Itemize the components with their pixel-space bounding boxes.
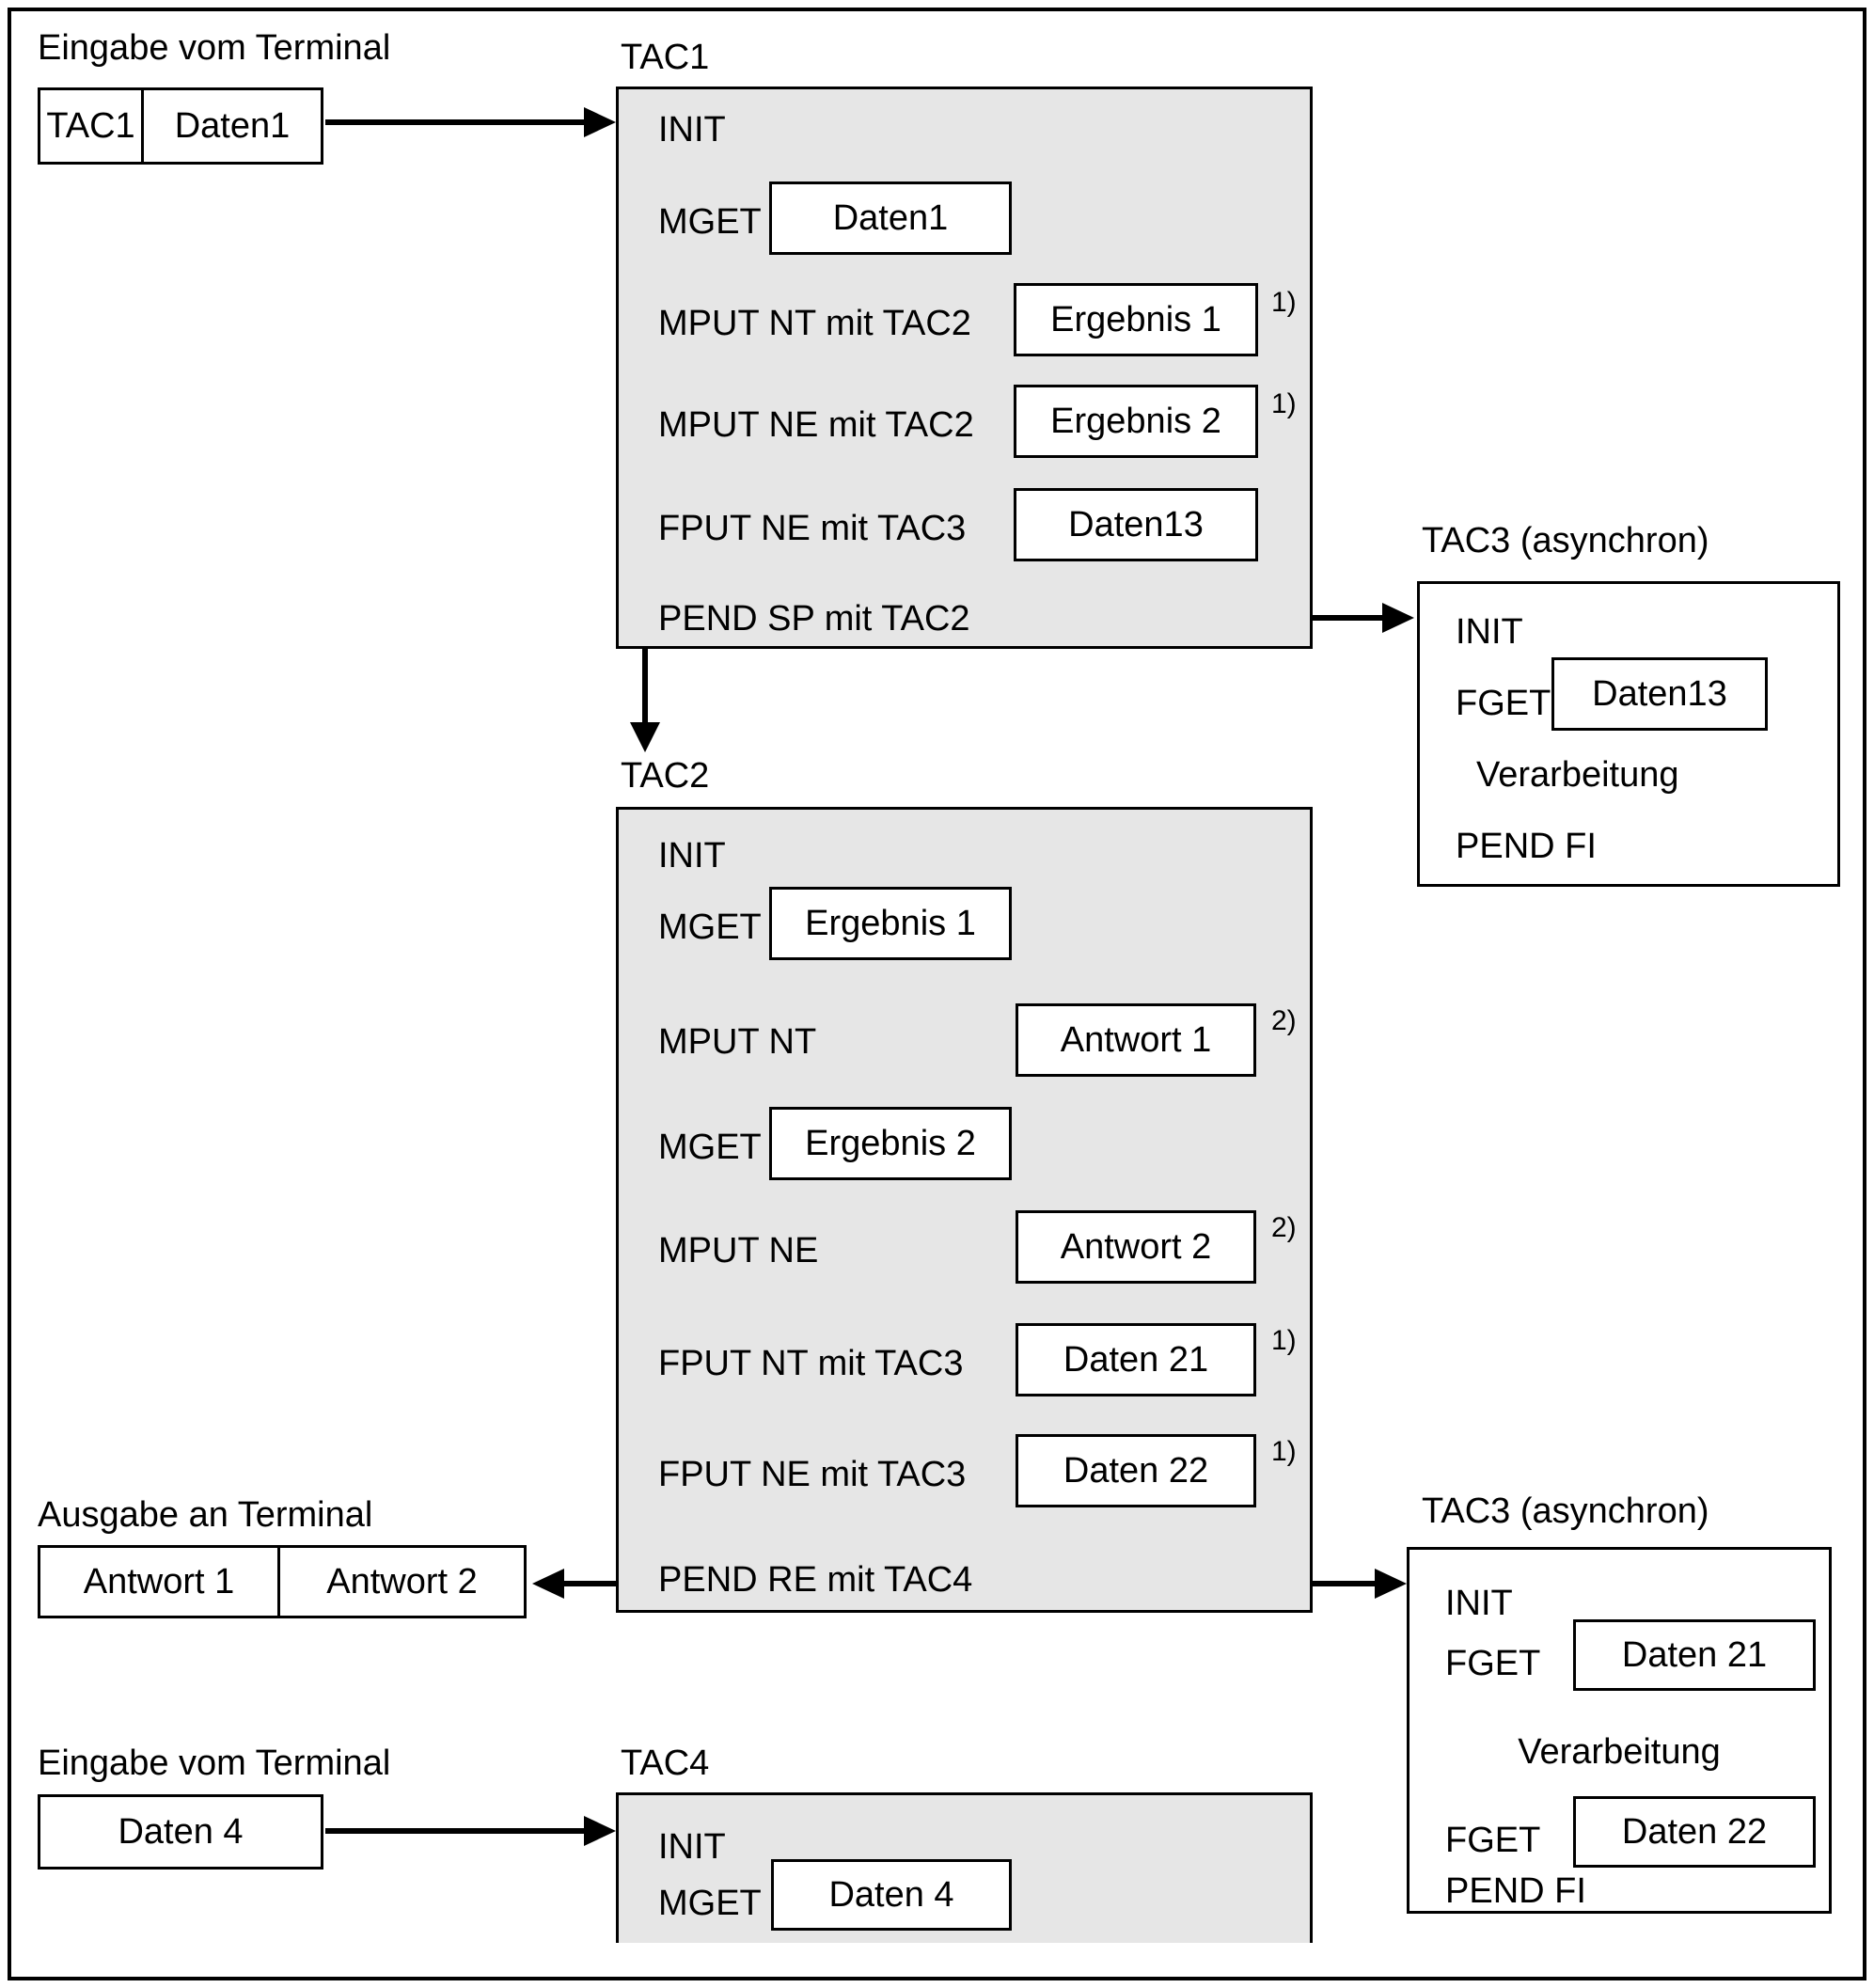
terminal-output-label: Ausgabe an Terminal	[38, 1495, 373, 1535]
tac4-op-init: INIT	[658, 1827, 726, 1867]
tac3-top-op-fget: FGET	[1456, 684, 1551, 723]
tac1-op-init: INIT	[658, 110, 726, 150]
tac2-op-mput-nt: MPUT NT	[658, 1022, 817, 1062]
tac1-mput-nt-data-box: Ergebnis 1	[1014, 283, 1258, 356]
tac3-top-op-init: INIT	[1456, 612, 1523, 652]
tac3-top-fget-data-box: Daten13	[1551, 657, 1768, 731]
tac4-op-mget: MGET	[658, 1884, 762, 1923]
arrow-tac1-to-tac2	[642, 649, 648, 722]
footnote-marker: 1)	[1271, 388, 1297, 419]
tac3-async-box-top	[1417, 581, 1840, 887]
tac1-program-box	[616, 87, 1313, 649]
footnote-marker: 2)	[1271, 1005, 1297, 1036]
tac2-mget2-data-box: Ergebnis 2	[769, 1107, 1012, 1180]
tac1-op-mget: MGET	[658, 202, 762, 242]
terminal-input-box-top	[38, 87, 323, 165]
footnote-marker: 1)	[1271, 287, 1297, 318]
tac3-bottom-fget1-data-box: Daten 21	[1573, 1619, 1816, 1691]
terminal-input-data-cell: Daten1	[174, 105, 291, 146]
tac1-title: TAC1	[621, 38, 710, 77]
tac3-top-op-pend: PEND FI	[1456, 827, 1597, 866]
tac1-mput-ne-data-box: Ergebnis 2	[1014, 385, 1258, 458]
tac4-program-box	[616, 1792, 1313, 1943]
tac3-bottom-op-pend: PEND FI	[1445, 1871, 1586, 1911]
tac3-async-box-bottom	[1407, 1547, 1832, 1914]
tac3-bottom-op-fget1: FGET	[1445, 1644, 1541, 1683]
footnote-marker: 1)	[1271, 1436, 1297, 1467]
tac2-fput-nt-data-box: Daten 21	[1016, 1323, 1256, 1396]
tac1-fput-ne-data-box: Daten13	[1014, 488, 1258, 561]
tac3-top-processing: Verarbeitung	[1476, 755, 1679, 795]
arrow-input-to-tac4	[325, 1828, 584, 1834]
tac2-mget1-data-box: Ergebnis 1	[769, 887, 1012, 960]
tac2-op-pend: PEND RE mit TAC4	[658, 1560, 973, 1600]
arrow-tac1-to-tac3	[1311, 615, 1382, 621]
arrow-input-to-tac1	[325, 119, 584, 125]
tac2-op-init: INIT	[658, 836, 726, 876]
tac2-op-fput-ne: FPUT NE mit TAC3	[658, 1455, 967, 1494]
footnote-marker: 2)	[1271, 1212, 1297, 1243]
tac3-bottom-fget2-data-box: Daten 22	[1573, 1796, 1816, 1868]
tac3-bottom-op-init: INIT	[1445, 1584, 1513, 1623]
tac1-op-mput-ne: MPUT NE mit TAC2	[658, 405, 974, 445]
tac3-top-title: TAC3 (asynchron)	[1422, 521, 1709, 560]
terminal-output-box	[38, 1545, 527, 1618]
tac2-fput-ne-data-box: Daten 22	[1016, 1434, 1256, 1507]
tac2-op-mput-ne: MPUT NE	[658, 1231, 819, 1270]
tac3-bottom-title: TAC3 (asynchron)	[1422, 1491, 1709, 1531]
tac3-bottom-processing: Verarbeitung	[1518, 1732, 1721, 1772]
terminal-output-cell-antwort1: Antwort 1	[40, 1548, 280, 1616]
tac1-mget-data-box: Daten1	[769, 181, 1012, 255]
tac2-op-mget1: MGET	[658, 907, 762, 947]
terminal-input-label-top: Eingabe vom Terminal	[38, 28, 391, 68]
tac1-op-fput-ne: FPUT NE mit TAC3	[658, 509, 967, 548]
tac2-op-mget2: MGET	[658, 1128, 762, 1167]
terminal-output-cell-antwort2: Antwort 2	[326, 1561, 478, 1601]
tac2-program-box	[616, 807, 1313, 1613]
tac2-title: TAC2	[621, 756, 710, 796]
tac1-op-mput-nt: MPUT NT mit TAC2	[658, 304, 971, 343]
arrow-tac2-to-output	[564, 1581, 617, 1586]
tac1-op-pend: PEND SP mit TAC2	[658, 599, 970, 639]
tac3-bottom-op-fget2: FGET	[1445, 1821, 1541, 1860]
footnote-marker: 1)	[1271, 1325, 1297, 1356]
tac2-op-fput-nt: FPUT NT mit TAC3	[658, 1344, 964, 1383]
terminal-input-tac-cell: TAC1	[40, 90, 144, 162]
tac2-mput-nt-data-box: Antwort 1	[1016, 1003, 1256, 1077]
terminal-input-box-bottom	[38, 1794, 323, 1870]
terminal-input-label-bottom: Eingabe vom Terminal	[38, 1743, 391, 1783]
terminal-input-daten4-cell: Daten 4	[118, 1811, 244, 1852]
arrow-tac2-to-tac3	[1311, 1581, 1375, 1586]
tac4-title: TAC4	[621, 1743, 710, 1783]
tac4-mget-data-box: Daten 4	[771, 1859, 1012, 1931]
tac2-mput-ne-data-box: Antwort 2	[1016, 1210, 1256, 1284]
